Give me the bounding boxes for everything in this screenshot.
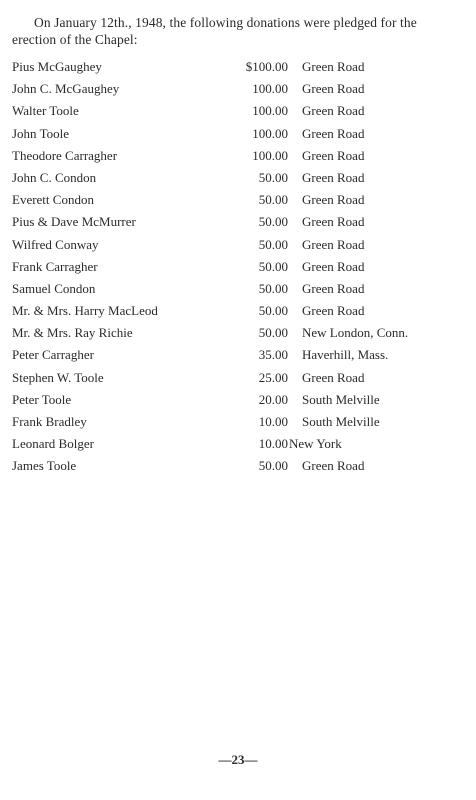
donor-name: Frank Carragher [12, 258, 98, 274]
donation-amount: 50.00 [258, 280, 288, 296]
donation-row [12, 234, 464, 256]
donor-location: South Melville [302, 414, 380, 429]
donation-row [12, 411, 464, 433]
donor-location: Haverhill, Mass. [302, 347, 389, 363]
donation-amount: 50.00 [258, 192, 288, 208]
donation-row [12, 78, 464, 100]
donor-location: Green Road [302, 214, 365, 230]
donor-location: Green Road [302, 103, 365, 119]
donation-amount: 50.00 [258, 458, 288, 474]
donation-amount: 20.00 [258, 391, 288, 407]
donation-row [12, 167, 464, 189]
donation-row [12, 455, 464, 477]
donation-row [12, 433, 464, 455]
donation-amount: 100.00 [252, 125, 288, 141]
donor-name: Walter Toole [12, 103, 79, 119]
donation-amount: 50.00 [258, 258, 288, 274]
donor-name: Leonard Bolger [12, 436, 94, 452]
donation-row [12, 123, 464, 145]
donor-location: Green Road [302, 59, 365, 74]
donor-location: Green Road [302, 236, 365, 252]
donor-location: New York [289, 436, 342, 452]
donor-location: Green Road [302, 303, 365, 319]
donation-amount: 100.00 [252, 81, 288, 97]
donor-name: Pius McGaughey [12, 59, 102, 74]
donor-name: Mr. & Mrs. Ray Richie [12, 325, 133, 341]
donation-row [12, 389, 464, 411]
donation-row [12, 300, 464, 322]
donation-amount: 50.00 [258, 325, 288, 341]
donor-location: Green Road [302, 458, 365, 474]
donation-amount: 50.00 [258, 236, 288, 252]
donation-amount: 10.00 [258, 414, 288, 429]
donor-name: Mr. & Mrs. Harry MacLeod [12, 303, 158, 319]
donor-name: Peter Toole [12, 391, 72, 407]
donor-name: Wilfred Conway [12, 236, 99, 252]
donor-location: New London, Conn. [302, 325, 409, 341]
donor-name: John C. Condon [12, 169, 97, 185]
donation-amount: 50.00 [258, 303, 288, 319]
donor-name: John Toole [12, 125, 69, 141]
donation-row [12, 322, 464, 344]
donor-location: Green Road [302, 147, 365, 163]
donation-amount: 10.00 [258, 436, 288, 452]
donation-amount: 100.00 [252, 103, 288, 119]
donation-row [12, 367, 464, 389]
donation-amount: 25.00 [258, 369, 288, 385]
donor-name: Stephen W. Toole [12, 369, 104, 385]
donor-location: Green Road [302, 369, 365, 385]
donor-location: Green Road [302, 81, 365, 97]
donation-amount: $100.00 [245, 59, 288, 74]
donor-location: South Melville [302, 391, 380, 407]
donation-row [12, 344, 464, 366]
donor-name: John C. McGaughey [12, 81, 120, 97]
donation-row [12, 56, 464, 78]
donation-row [12, 100, 464, 122]
donor-name: Pius & Dave McMurrer [12, 214, 136, 230]
donation-amount: 50.00 [258, 214, 288, 230]
donation-row [12, 145, 464, 167]
page-number: —23— [218, 752, 258, 767]
donation-list [12, 56, 464, 478]
donor-name: Peter Carragher [12, 347, 94, 363]
donor-name: Frank Bradley [12, 414, 87, 429]
donor-name: Everett Condon [12, 192, 94, 208]
donor-name: Samuel Condon [12, 280, 96, 296]
donation-row [12, 189, 464, 211]
donor-location: Green Road [302, 280, 365, 296]
intro-paragraph: On January 12th., 1948, the following donations were pledged for the erection of the Chapel: [12, 15, 417, 47]
donation-amount: 35.00 [258, 347, 288, 363]
donor-name: Theodore Carragher [12, 147, 118, 163]
donation-row [12, 256, 464, 278]
donor-name: James Toole [12, 458, 77, 474]
donation-row [12, 211, 464, 233]
donation-amount: 100.00 [252, 147, 288, 163]
donor-location: Green Road [302, 169, 365, 185]
donor-location: Green Road [302, 125, 365, 141]
donor-location: Green Road [302, 192, 365, 208]
donation-row [12, 278, 464, 300]
donation-amount: 50.00 [258, 169, 288, 185]
donor-location: Green Road [302, 258, 365, 274]
